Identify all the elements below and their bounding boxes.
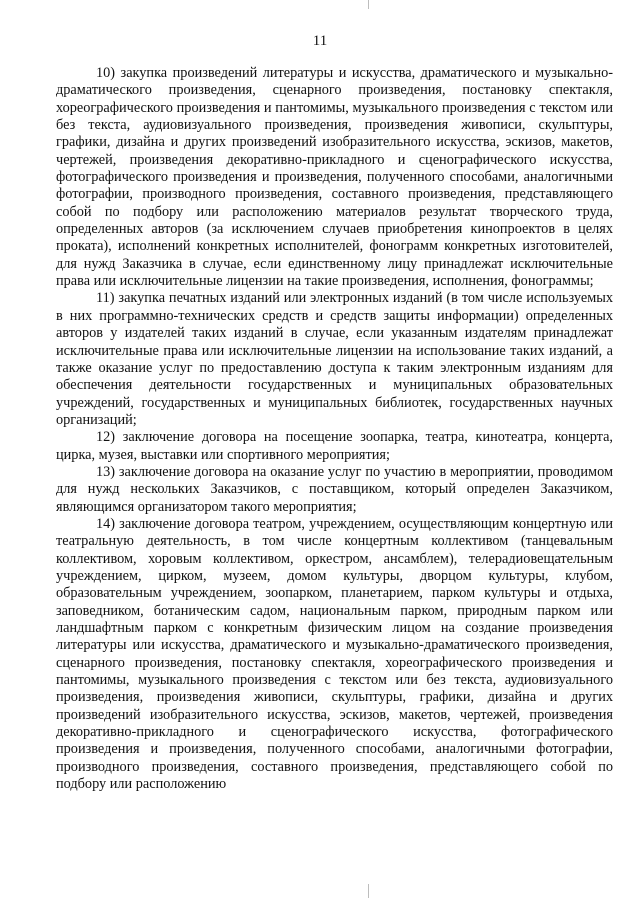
list-item-13: 13) заключение договора на оказание услуг по участию в мероприятии, проводимом для нужд нескольких Заказчиков, с поставщиком, который определен Заказчиком, являющимся организатором такого мероприятия; — [56, 463, 613, 515]
list-item-11: 11) закупка печатных изданий или электронных изданий (в том числе используемых в них программно-технических средств и средств защиты информации) определенных авторов у издателей таких изданий в случае, если указанным издателям принадлежат исключительные права или исключительные лицензии на использование таких изданий, а также оказание услуг по предоставлению доступа к таким электронным изданиям для обеспечения деятельности государственных и муниципальных образовательных учреждений, государственных и муниципальных библиотек, государственных научных организаций; — [56, 290, 613, 428]
scan-artifact-top — [368, 0, 369, 9]
scan-artifact-bottom — [368, 884, 369, 898]
list-item-10: 10) закупка произведений литературы и искусства, драматического и музыкально-драматического произведения, сценарного произведения, постановку спектакля, хореографического произведения и пантомимы, музыкального произведения с текстом или без текста, аудиовизуального произведения, произведения живописи, скульптуры, графики, дизайна и других произведений изобразительного искусства, эскизов, макетов, чертежей, произведения декоративно-прикладного и сценографического искусства, фотографического произведения и произведения, полученного способами, аналогичными фотографии, производного произведения, составного произведения, представляющего собой по подбору или расположению материалов результат творческого труда, определенных авторов (за исключением случаев приобретения кинопроектов в целях проката), исполнений конкретных исполнителей, фонограмм конкретных изготовителей, для нужд Заказчика в случае, если единственному лицу принадлежат исключительные права или исключительные лицензии на такие произведения, исполнения, фонограммы; — [56, 65, 613, 290]
document-body — [56, 65, 613, 793]
page-number: 11 — [312, 33, 328, 49]
list-item-14: 14) заключение договора театром, учреждением, осуществляющим концертную или театральную деятельность, в том числе концертным коллективом (танцевальным коллективом, хоровым коллективом, оркестром, ансамблем), телерадиовещательным учреждением, цирком, музеем, домом культуры, дворцом культуры, клубом, образовательным учреждением, зоопарком, планетарием, парком культуры и отдыха, заповедником, ботаническим садом, национальным парком, природным парком или ландшафтным парком с конкретным физическим лицом на создание произведения литературы или искусства, драматического и музыкально-драматического произведения, сценарного произведения, постановку спектакля, хореографического произведения и пантомимы, музыкального произведения с текстом или без текста, аудиовизуального произведения, произведения живописи, скульптуры, графики, дизайна и других произведений изобразительного искусства, эскизов, макетов, чертежей, произведения декоративно-прикладного и сценографического искусства, фотографического произведения и произведения, полученного способами, аналогичными фотографии, производного произведения, составного произведения, представляющего собой по подбору или расположению — [56, 515, 613, 793]
list-item-12: 12) заключение договора на посещение зоопарка, театра, кинотеатра, концерта, цирка, музея, выставки или спортивного мероприятия; — [56, 429, 613, 463]
